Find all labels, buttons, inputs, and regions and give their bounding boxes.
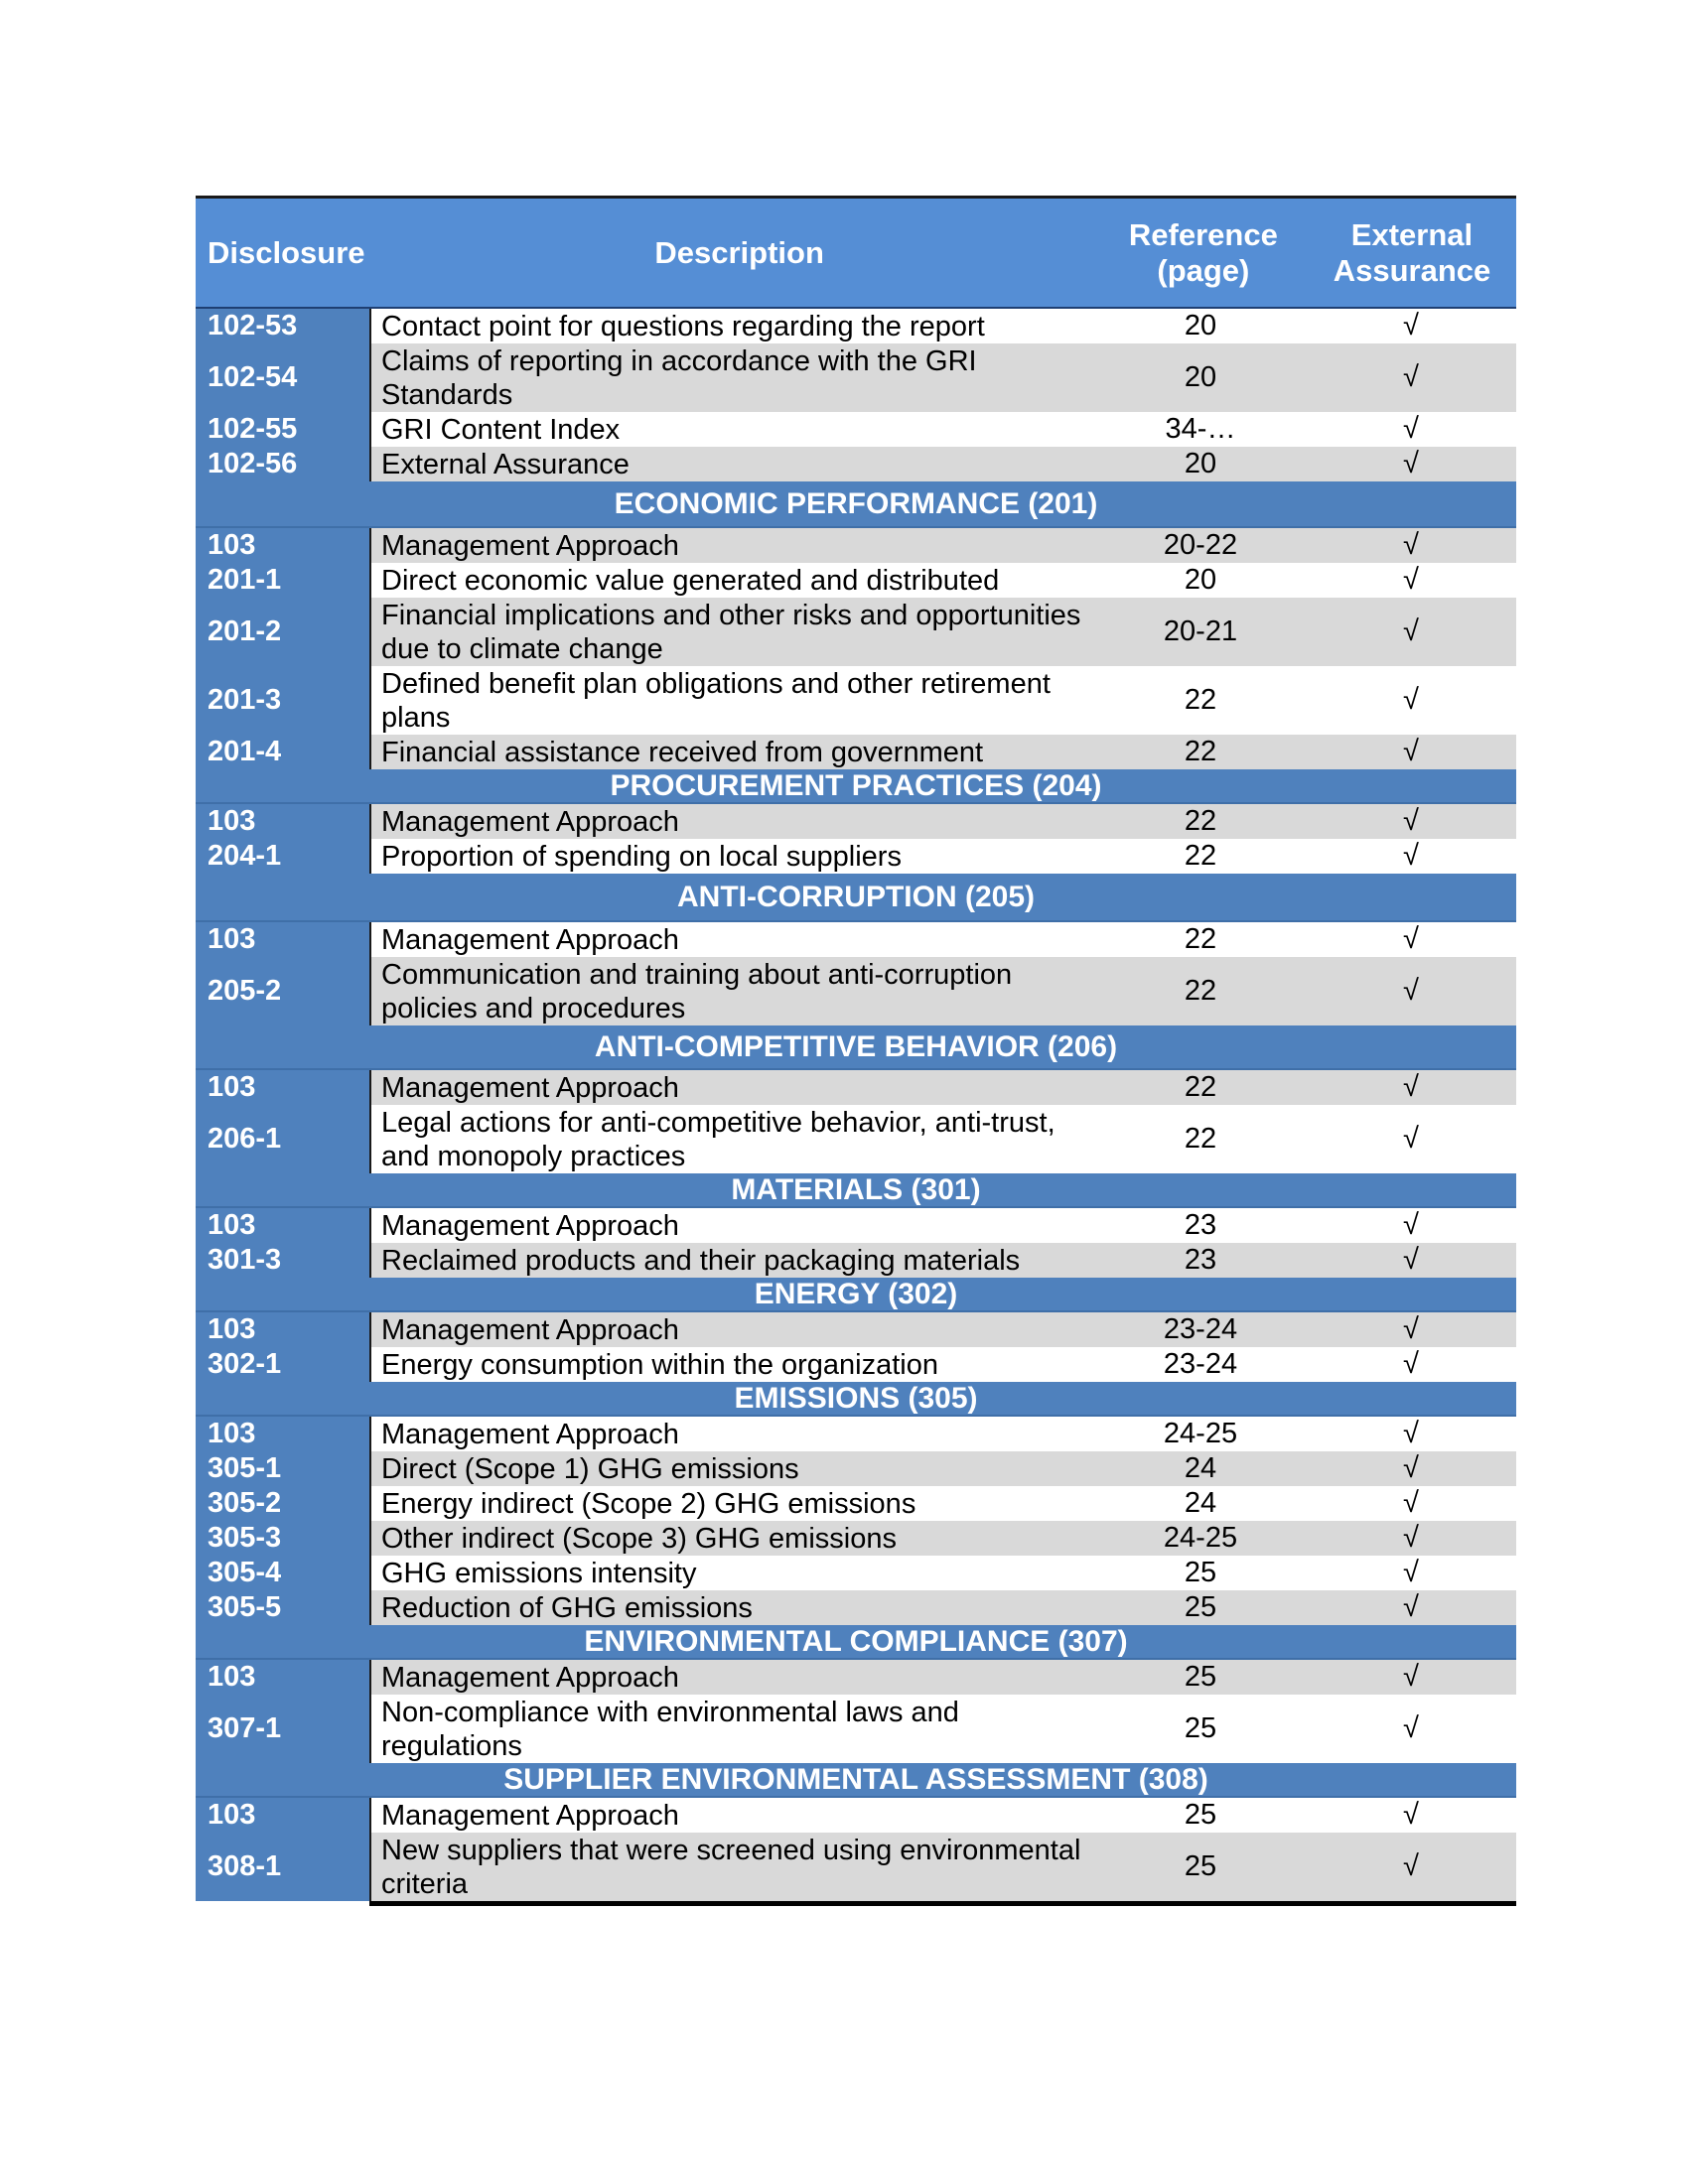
section-header: EMISSIONS (305) bbox=[196, 1382, 1516, 1417]
row-cells bbox=[369, 528, 1516, 563]
table-row bbox=[196, 1556, 1516, 1590]
disclosure-code: 201-3 bbox=[196, 666, 369, 735]
reference-page: 25 bbox=[1184, 1591, 1217, 1623]
external-assurance-check: √ bbox=[1403, 1244, 1419, 1276]
section-header: ENVIRONMENTAL COMPLIANCE (307) bbox=[196, 1625, 1516, 1660]
row-cells bbox=[369, 1312, 1516, 1347]
section-header: ANTI-CORRUPTION (205) bbox=[196, 874, 1516, 922]
external-assurance-check: √ bbox=[1403, 529, 1419, 561]
table-row bbox=[196, 1208, 1516, 1243]
table-row bbox=[196, 412, 1516, 447]
table-row bbox=[196, 1590, 1516, 1625]
table-header-row bbox=[196, 196, 1516, 309]
row-cells bbox=[369, 1070, 1516, 1105]
table-row bbox=[196, 922, 1516, 957]
gri-content-index-table bbox=[196, 196, 1516, 1906]
disclosure-description: Energy indirect (Scope 2) GHG emissions bbox=[381, 1487, 916, 1520]
table-row bbox=[196, 1521, 1516, 1556]
disclosure-description: Reclaimed products and their packaging materials bbox=[381, 1244, 1021, 1277]
row-cells bbox=[369, 666, 1516, 735]
reference-page: 23-24 bbox=[1163, 1348, 1238, 1380]
disclosure-code: 201-4 bbox=[196, 735, 369, 769]
row-cells bbox=[369, 804, 1516, 839]
row-cells bbox=[369, 412, 1516, 447]
table-row bbox=[196, 309, 1516, 343]
row-cells bbox=[369, 1556, 1516, 1590]
disclosure-code: 305-3 bbox=[196, 1521, 369, 1556]
row-cells bbox=[369, 957, 1516, 1025]
row-cells bbox=[369, 309, 1516, 343]
disclosure-description: Financial assistance received from government bbox=[381, 736, 984, 768]
table-row bbox=[196, 804, 1516, 839]
disclosure-code: 102-54 bbox=[196, 343, 369, 412]
disclosure-description: Non-compliance with environmental laws and regulations bbox=[381, 1696, 959, 1762]
row-cells bbox=[369, 1208, 1516, 1243]
table-row bbox=[196, 1833, 1516, 1901]
disclosure-code: 103 bbox=[196, 1208, 369, 1243]
disclosure-code: 305-4 bbox=[196, 1556, 369, 1590]
external-assurance-check: √ bbox=[1403, 564, 1419, 596]
disclosure-code: 103 bbox=[196, 1312, 369, 1347]
row-cells bbox=[369, 922, 1516, 957]
external-assurance-check: √ bbox=[1403, 840, 1419, 872]
table-row bbox=[196, 1451, 1516, 1486]
table-row bbox=[196, 1243, 1516, 1278]
row-cells bbox=[369, 1833, 1516, 1901]
disclosure-code: 103 bbox=[196, 528, 369, 563]
table-row bbox=[196, 447, 1516, 481]
table-row bbox=[196, 957, 1516, 1025]
disclosure-code: 103 bbox=[196, 1417, 369, 1451]
reference-page: 25 bbox=[1184, 1557, 1217, 1588]
external-assurance-check: √ bbox=[1403, 1348, 1419, 1380]
disclosure-description: Direct economic value generated and distributed bbox=[381, 564, 1000, 597]
external-assurance-check: √ bbox=[1403, 1313, 1419, 1345]
reference-page: 34-… bbox=[1165, 413, 1236, 445]
section-header: SUPPLIER ENVIRONMENTAL ASSESSMENT (308) bbox=[196, 1763, 1516, 1798]
external-assurance-check: √ bbox=[1403, 1487, 1419, 1519]
table-row bbox=[196, 1105, 1516, 1173]
table-row bbox=[196, 1798, 1516, 1833]
disclosure-code: 307-1 bbox=[196, 1695, 369, 1763]
external-assurance-check: √ bbox=[1403, 736, 1419, 767]
disclosure-description: Management Approach bbox=[381, 529, 679, 562]
disclosure-code: 205-2 bbox=[196, 957, 369, 1025]
disclosure-description: Proportion of spending on local suppliers bbox=[381, 840, 902, 873]
disclosure-description: Defined benefit plan obligations and other retirement plans bbox=[381, 667, 1051, 734]
table-row bbox=[196, 666, 1516, 735]
table-row bbox=[196, 1660, 1516, 1695]
external-assurance-check: √ bbox=[1403, 310, 1419, 341]
external-assurance-check: √ bbox=[1403, 1418, 1419, 1449]
disclosure-code: 103 bbox=[196, 804, 369, 839]
disclosure-code: 201-2 bbox=[196, 598, 369, 666]
disclosure-code: 204-1 bbox=[196, 839, 369, 874]
disclosure-description: Legal actions for anti-competitive behavior, anti-trust, and monopoly practices bbox=[381, 1106, 1055, 1172]
reference-page: 25 bbox=[1184, 1799, 1217, 1831]
reference-page: 23 bbox=[1184, 1244, 1217, 1276]
reference-page: 22 bbox=[1184, 840, 1217, 872]
table-bottom-rule bbox=[369, 1901, 1516, 1906]
row-cells bbox=[369, 1660, 1516, 1695]
reference-page: 23 bbox=[1184, 1209, 1217, 1241]
disclosure-code: 302-1 bbox=[196, 1347, 369, 1382]
disclosure-description: Management Approach bbox=[381, 1418, 679, 1450]
reference-page: 22 bbox=[1184, 805, 1217, 837]
reference-page: 22 bbox=[1184, 1123, 1217, 1155]
disclosure-description: GRI Content Index bbox=[381, 413, 621, 446]
disclosure-description: Financial implications and other risks and opportunities due to climate change bbox=[381, 599, 1081, 665]
header-reference: Reference (page) bbox=[1128, 216, 1278, 288]
disclosure-code: 103 bbox=[196, 1070, 369, 1105]
disclosure-description: Claims of reporting in accordance with the GRI Standards bbox=[381, 344, 977, 411]
row-cells bbox=[369, 1521, 1516, 1556]
row-cells bbox=[369, 598, 1516, 666]
external-assurance-check: √ bbox=[1403, 361, 1419, 393]
row-cells bbox=[369, 1590, 1516, 1625]
disclosure-description: Management Approach bbox=[381, 1209, 679, 1242]
table-row bbox=[196, 839, 1516, 874]
table-row bbox=[196, 1417, 1516, 1451]
disclosure-description: Communication and training about anti-corruption policies and procedures bbox=[381, 958, 1013, 1024]
reference-page: 20 bbox=[1184, 361, 1217, 393]
external-assurance-check: √ bbox=[1403, 1712, 1419, 1744]
table-row bbox=[196, 563, 1516, 598]
disclosure-description: Energy consumption within the organization bbox=[381, 1348, 938, 1381]
reference-page: 25 bbox=[1184, 1661, 1217, 1693]
reference-page: 22 bbox=[1184, 1071, 1217, 1103]
row-cells bbox=[369, 1486, 1516, 1521]
disclosure-code: 103 bbox=[196, 1798, 369, 1833]
disclosure-code: 103 bbox=[196, 922, 369, 957]
reference-page: 24 bbox=[1184, 1487, 1217, 1519]
row-cells bbox=[369, 1243, 1516, 1278]
reference-page: 23-24 bbox=[1163, 1313, 1238, 1345]
table-row bbox=[196, 1486, 1516, 1521]
disclosure-description: Management Approach bbox=[381, 1661, 679, 1694]
reference-page: 24-25 bbox=[1163, 1522, 1238, 1554]
reference-page: 20 bbox=[1184, 310, 1217, 341]
disclosure-code: 305-5 bbox=[196, 1590, 369, 1625]
external-assurance-check: √ bbox=[1403, 923, 1419, 955]
row-cells bbox=[369, 1417, 1516, 1451]
row-cells bbox=[369, 1347, 1516, 1382]
external-assurance-check: √ bbox=[1403, 615, 1419, 647]
reference-page: 24-25 bbox=[1163, 1418, 1238, 1449]
disclosure-code: 102-56 bbox=[196, 447, 369, 481]
external-assurance-check: √ bbox=[1403, 1071, 1419, 1103]
row-cells bbox=[369, 447, 1516, 481]
external-assurance-check: √ bbox=[1403, 975, 1419, 1007]
table-row bbox=[196, 598, 1516, 666]
reference-page: 22 bbox=[1184, 923, 1217, 955]
reference-page: 25 bbox=[1184, 1712, 1217, 1744]
header-description: Description bbox=[654, 234, 824, 270]
external-assurance-check: √ bbox=[1403, 1522, 1419, 1554]
external-assurance-check: √ bbox=[1403, 1123, 1419, 1155]
external-assurance-check: √ bbox=[1403, 1850, 1419, 1882]
reference-page: 22 bbox=[1184, 684, 1217, 716]
external-assurance-check: √ bbox=[1403, 1452, 1419, 1484]
reference-page: 24 bbox=[1184, 1452, 1217, 1484]
disclosure-description: GHG emissions intensity bbox=[381, 1557, 697, 1589]
disclosure-description: Reduction of GHG emissions bbox=[381, 1591, 753, 1624]
disclosure-description: New suppliers that were screened using environmental criteria bbox=[381, 1834, 1081, 1900]
row-cells bbox=[369, 735, 1516, 769]
row-cells bbox=[369, 1695, 1516, 1763]
external-assurance-check: √ bbox=[1403, 684, 1419, 716]
header-disclosure: Disclosure bbox=[208, 234, 365, 270]
disclosure-description: Contact point for questions regarding the report bbox=[381, 310, 985, 342]
reference-page: 22 bbox=[1184, 975, 1217, 1007]
disclosure-code: 103 bbox=[196, 1660, 369, 1695]
external-assurance-check: √ bbox=[1403, 1557, 1419, 1588]
disclosure-description: External Assurance bbox=[381, 448, 630, 480]
section-header: ECONOMIC PERFORMANCE (201) bbox=[196, 481, 1516, 528]
disclosure-description: Other indirect (Scope 3) GHG emissions bbox=[381, 1522, 897, 1555]
external-assurance-check: √ bbox=[1403, 1209, 1419, 1241]
section-header: ANTI-COMPETITIVE BEHAVIOR (206) bbox=[196, 1025, 1516, 1070]
row-cells bbox=[369, 563, 1516, 598]
table-row bbox=[196, 1347, 1516, 1382]
row-cells bbox=[369, 343, 1516, 412]
row-cells bbox=[369, 1105, 1516, 1173]
external-assurance-check: √ bbox=[1403, 448, 1419, 479]
section-header: PROCUREMENT PRACTICES (204) bbox=[196, 769, 1516, 804]
reference-page: 20 bbox=[1184, 448, 1217, 479]
table-row bbox=[196, 343, 1516, 412]
disclosure-description: Management Approach bbox=[381, 1799, 679, 1832]
reference-page: 20-21 bbox=[1163, 615, 1238, 647]
disclosure-description: Direct (Scope 1) GHG emissions bbox=[381, 1452, 799, 1485]
disclosure-code: 301-3 bbox=[196, 1243, 369, 1278]
reference-page: 20 bbox=[1184, 564, 1217, 596]
disclosure-code: 206-1 bbox=[196, 1105, 369, 1173]
disclosure-code: 308-1 bbox=[196, 1833, 369, 1901]
row-cells bbox=[369, 839, 1516, 874]
section-header: ENERGY (302) bbox=[196, 1278, 1516, 1312]
reference-page: 22 bbox=[1184, 736, 1217, 767]
table-row bbox=[196, 1070, 1516, 1105]
disclosure-code: 201-1 bbox=[196, 563, 369, 598]
row-cells bbox=[369, 1798, 1516, 1833]
table-body bbox=[196, 309, 1516, 1901]
external-assurance-check: √ bbox=[1403, 805, 1419, 837]
disclosure-description: Management Approach bbox=[381, 1313, 679, 1346]
external-assurance-check: √ bbox=[1403, 1661, 1419, 1693]
disclosure-code: 102-55 bbox=[196, 412, 369, 447]
disclosure-code: 305-2 bbox=[196, 1486, 369, 1521]
table-row bbox=[196, 528, 1516, 563]
external-assurance-check: √ bbox=[1403, 1591, 1419, 1623]
disclosure-code: 305-1 bbox=[196, 1451, 369, 1486]
disclosure-description: Management Approach bbox=[381, 805, 679, 838]
table-row bbox=[196, 735, 1516, 769]
header-external-assurance: External Assurance bbox=[1333, 216, 1491, 288]
external-assurance-check: √ bbox=[1403, 413, 1419, 445]
external-assurance-check: √ bbox=[1403, 1799, 1419, 1831]
reference-page: 25 bbox=[1184, 1850, 1217, 1882]
disclosure-code: 102-53 bbox=[196, 309, 369, 343]
reference-page: 20-22 bbox=[1163, 529, 1238, 561]
disclosure-description: Management Approach bbox=[381, 1071, 679, 1104]
disclosure-description: Management Approach bbox=[381, 923, 679, 956]
section-header: MATERIALS (301) bbox=[196, 1173, 1516, 1208]
table-row bbox=[196, 1312, 1516, 1347]
row-cells bbox=[369, 1451, 1516, 1486]
table-row bbox=[196, 1695, 1516, 1763]
